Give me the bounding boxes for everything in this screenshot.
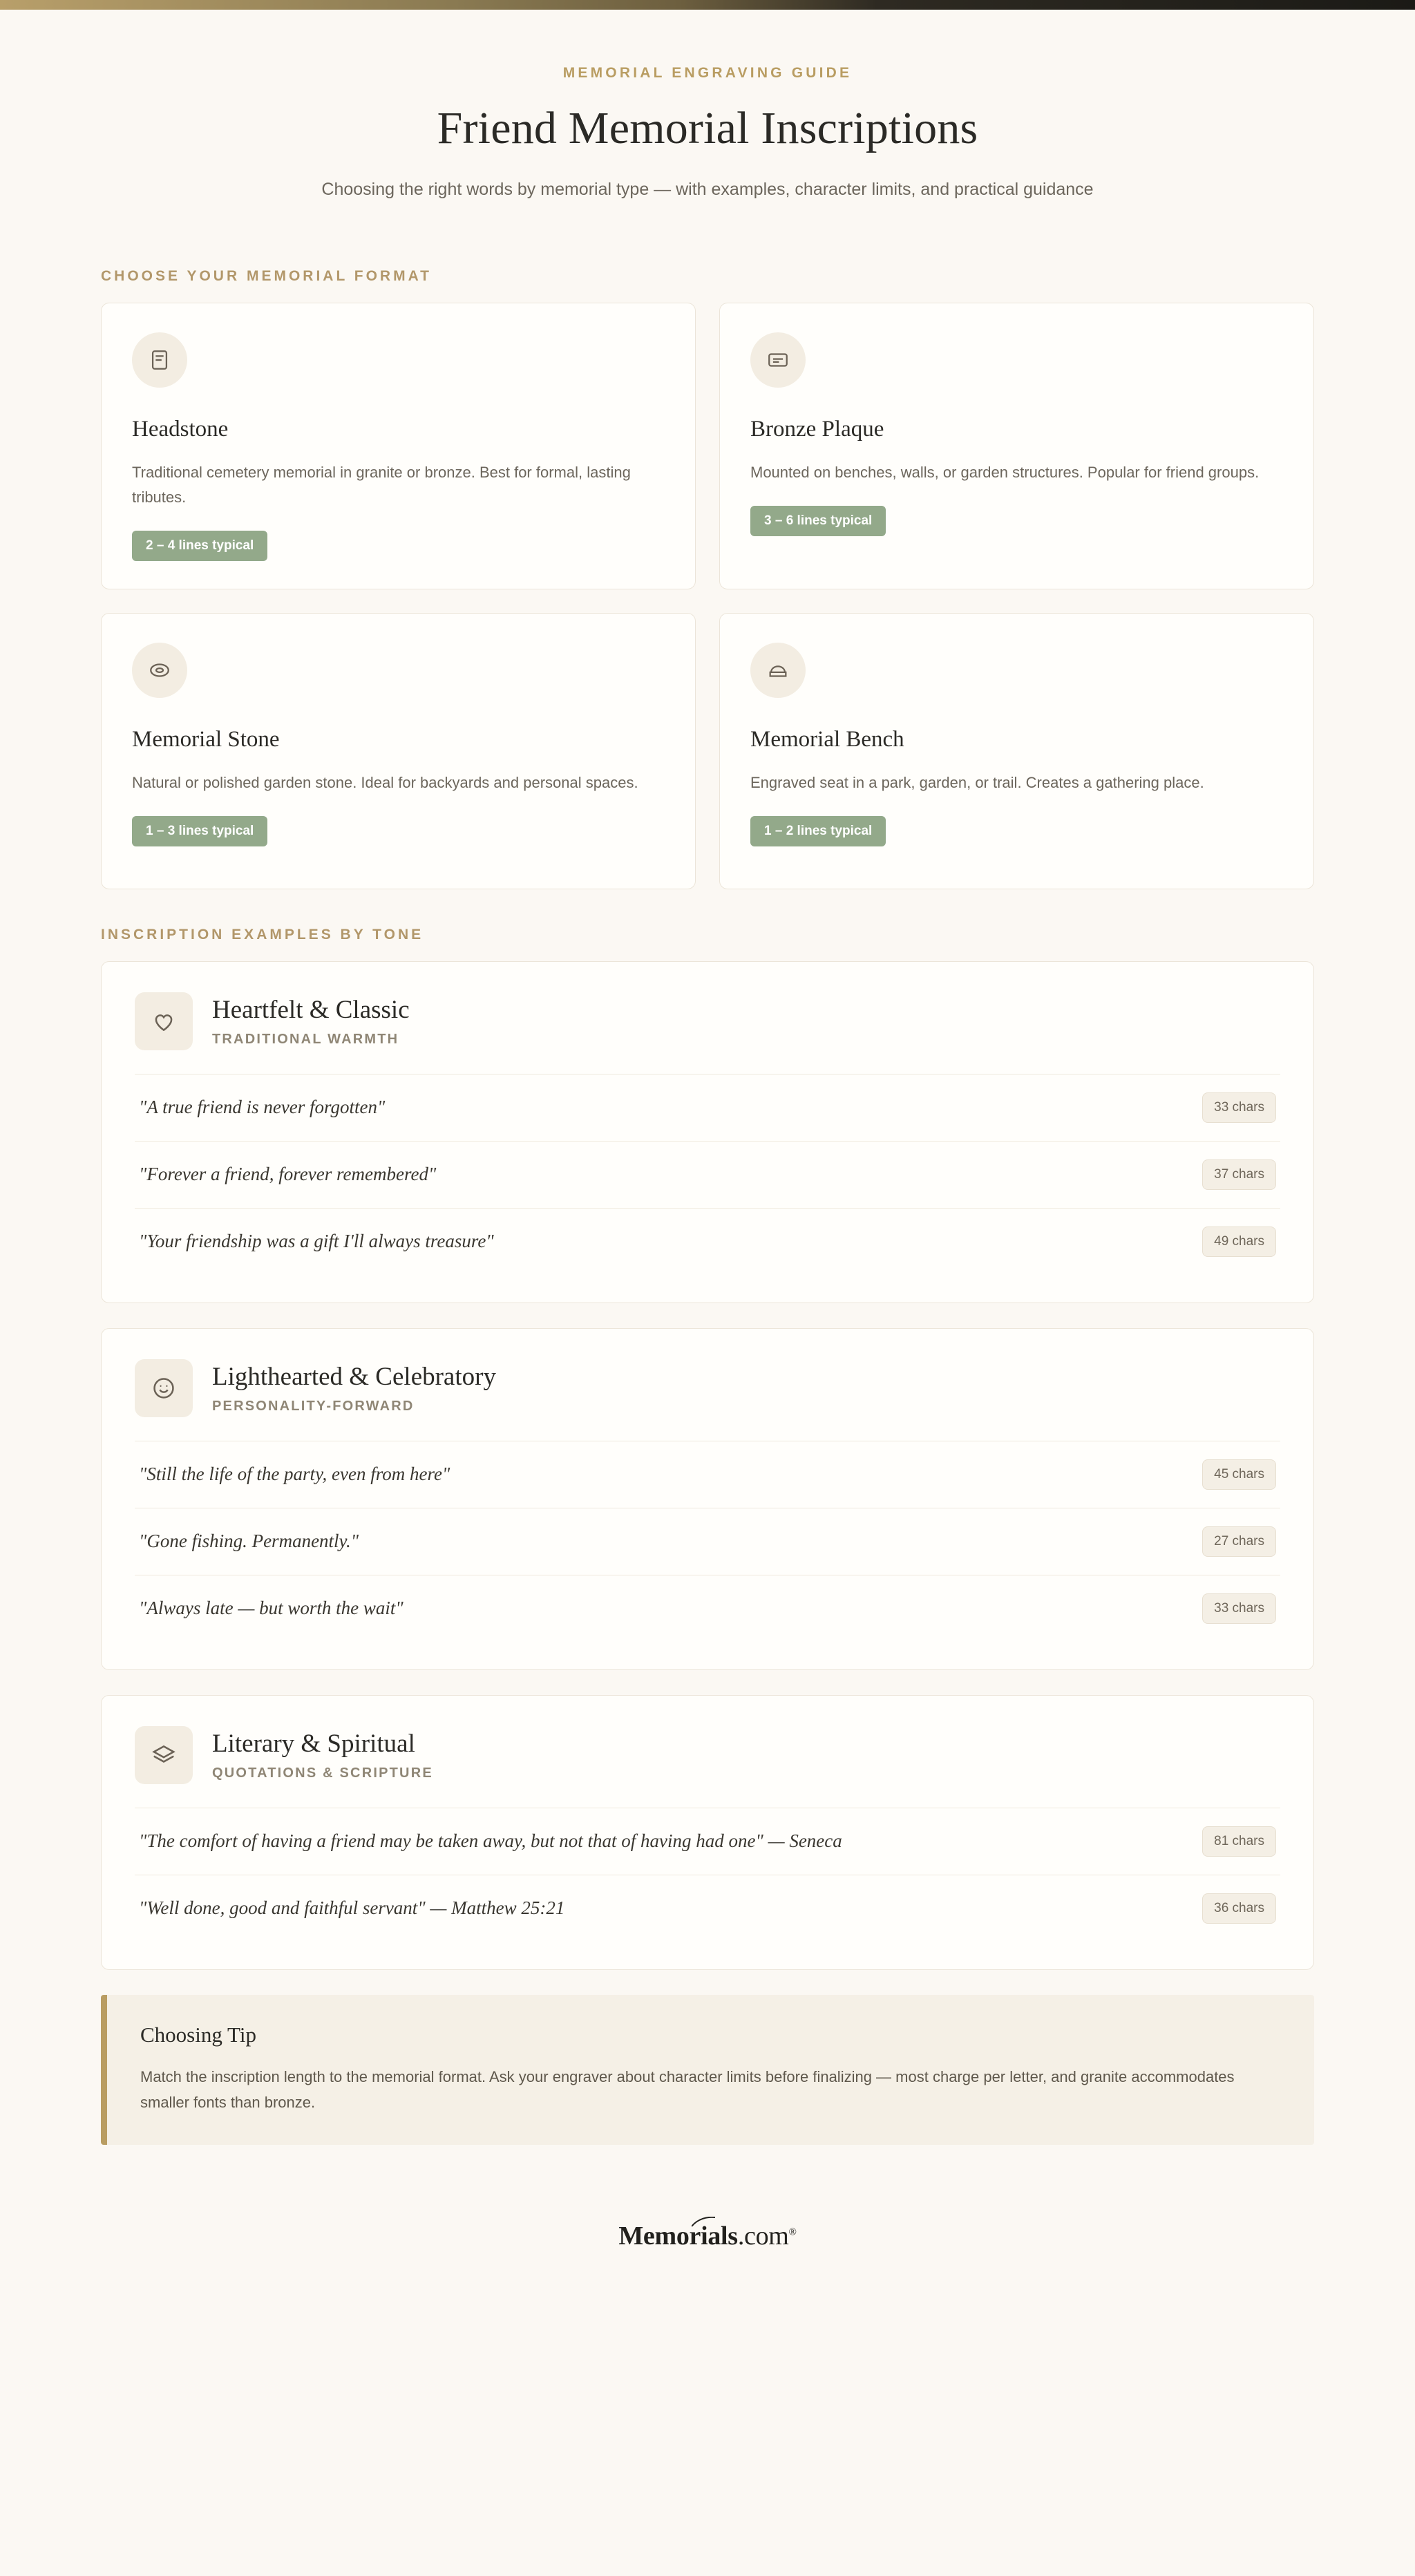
tone-card-lighthearted-celebratory bbox=[101, 1328, 1314, 1670]
section-label-tones: INSCRIPTION EXAMPLES BY TONE bbox=[101, 927, 424, 943]
format-desc: Traditional cemetery memorial in granite or bronze. Best for formal, lasting tributes. bbox=[132, 463, 631, 506]
char-count-badge: 81 chars bbox=[1202, 1826, 1276, 1857]
footer bbox=[66, 2221, 1349, 2251]
char-count-badge: 33 chars bbox=[1202, 1092, 1276, 1123]
tone-title: Heartfelt & Classic bbox=[212, 996, 410, 1025]
choosing-tip-callout bbox=[101, 1995, 1314, 2145]
tone-title: Lighthearted & Celebratory bbox=[212, 1363, 496, 1392]
example-text: "A true friend is never forgotten" bbox=[139, 1097, 386, 1118]
example-row bbox=[135, 1208, 1280, 1275]
example-row bbox=[135, 1808, 1280, 1875]
section-label-formats: CHOOSE YOUR MEMORIAL FORMAT bbox=[101, 267, 433, 284]
format-title: Memorial Stone bbox=[132, 727, 280, 752]
page-container bbox=[66, 10, 1349, 2251]
format-badge: 2 – 4 lines typical bbox=[132, 531, 267, 561]
example-text: "Gone fishing. Permanently." bbox=[139, 1531, 359, 1552]
tone-subtitle: TRADITIONAL WARMTH bbox=[212, 1032, 399, 1048]
format-grid bbox=[66, 303, 1349, 890]
format-desc: Natural or polished garden stone. Ideal for backyards and personal spaces. bbox=[132, 774, 638, 792]
format-badge: 1 – 2 lines typical bbox=[750, 816, 886, 846]
tone-subtitle: PERSONALITY-FORWARD bbox=[212, 1399, 415, 1414]
format-desc: Engraved seat in a park, garden, or trail. Creates a gathering place. bbox=[750, 774, 1204, 792]
tone-subtitle: QUOTATIONS & SCRIPTURE bbox=[212, 1765, 433, 1781]
tone-header bbox=[135, 1726, 1280, 1784]
tone-card-heartfelt-classic bbox=[101, 961, 1314, 1303]
headstone-icon bbox=[132, 332, 187, 388]
brand-name: Memorials bbox=[618, 2221, 738, 2251]
example-text: "Your friendship was a gift I'll always treasure" bbox=[139, 1231, 494, 1252]
brand-logo bbox=[618, 2221, 796, 2251]
example-row bbox=[135, 1074, 1280, 1141]
plaque-icon bbox=[750, 332, 806, 388]
char-count-badge: 33 chars bbox=[1202, 1593, 1276, 1624]
tone-header bbox=[135, 1359, 1280, 1417]
layers-icon bbox=[135, 1726, 193, 1784]
tone-card-literary-spiritual bbox=[101, 1695, 1314, 1970]
example-row bbox=[135, 1875, 1280, 1942]
page-subtitle: Choosing the right words by memorial type — with examples, character limits, and practical guidance bbox=[321, 180, 1094, 199]
char-count-badge: 45 chars bbox=[1202, 1459, 1276, 1490]
format-badge: 3 – 6 lines typical bbox=[750, 506, 886, 536]
example-text: "Forever a friend, forever remembered" bbox=[139, 1164, 437, 1185]
format-card-bronze-plaque[interactable] bbox=[719, 303, 1314, 590]
tip-title: Choosing Tip bbox=[140, 2023, 257, 2047]
example-text: "Well done, good and faithful servant" — Matthew 25:21 bbox=[139, 1897, 565, 1919]
tone-header bbox=[135, 992, 1280, 1050]
stone-icon bbox=[132, 643, 187, 698]
brand-suffix: .com bbox=[737, 2221, 789, 2251]
example-row bbox=[135, 1141, 1280, 1208]
example-row bbox=[135, 1508, 1280, 1575]
format-title: Bronze Plaque bbox=[750, 416, 884, 442]
bench-icon bbox=[750, 643, 806, 698]
example-row bbox=[135, 1575, 1280, 1642]
format-card-memorial-stone[interactable] bbox=[101, 613, 696, 889]
format-card-headstone[interactable] bbox=[101, 303, 696, 590]
example-row bbox=[135, 1441, 1280, 1508]
char-count-badge: 37 chars bbox=[1202, 1159, 1276, 1190]
char-count-badge: 49 chars bbox=[1202, 1227, 1276, 1257]
format-title: Memorial Bench bbox=[750, 727, 904, 752]
format-card-memorial-bench[interactable] bbox=[719, 613, 1314, 889]
char-count-badge: 27 chars bbox=[1202, 1526, 1276, 1557]
format-desc: Mounted on benches, walls, or garden structures. Popular for friend groups. bbox=[750, 463, 1260, 481]
heart-icon bbox=[135, 992, 193, 1050]
eyebrow-label: MEMORIAL ENGRAVING GUIDE bbox=[562, 65, 853, 81]
char-count-badge: 36 chars bbox=[1202, 1893, 1276, 1924]
tip-body: Match the inscription length to the memorial format. Ask your engraver about character limits before finalizing — most charge per letter, and granite accommodates smaller fonts than bronze. bbox=[140, 2068, 1235, 2112]
page-title: Friend Memorial Inscriptions bbox=[437, 103, 978, 153]
page-header bbox=[66, 10, 1349, 231]
example-text: "Always late — but worth the wait" bbox=[139, 1598, 403, 1619]
smile-icon bbox=[135, 1359, 193, 1417]
example-text: "Still the life of the party, even from here" bbox=[139, 1464, 450, 1485]
swoosh-icon bbox=[692, 2217, 715, 2228]
example-text: "The comfort of having a friend may be taken away, but not that of having had one" — Seneca bbox=[139, 1830, 842, 1852]
format-title: Headstone bbox=[132, 416, 229, 442]
decorative-top-bar bbox=[0, 0, 1415, 10]
tone-title: Literary & Spiritual bbox=[212, 1730, 415, 1759]
brand-trademark: ® bbox=[788, 2226, 797, 2238]
format-badge: 1 – 3 lines typical bbox=[132, 816, 267, 846]
